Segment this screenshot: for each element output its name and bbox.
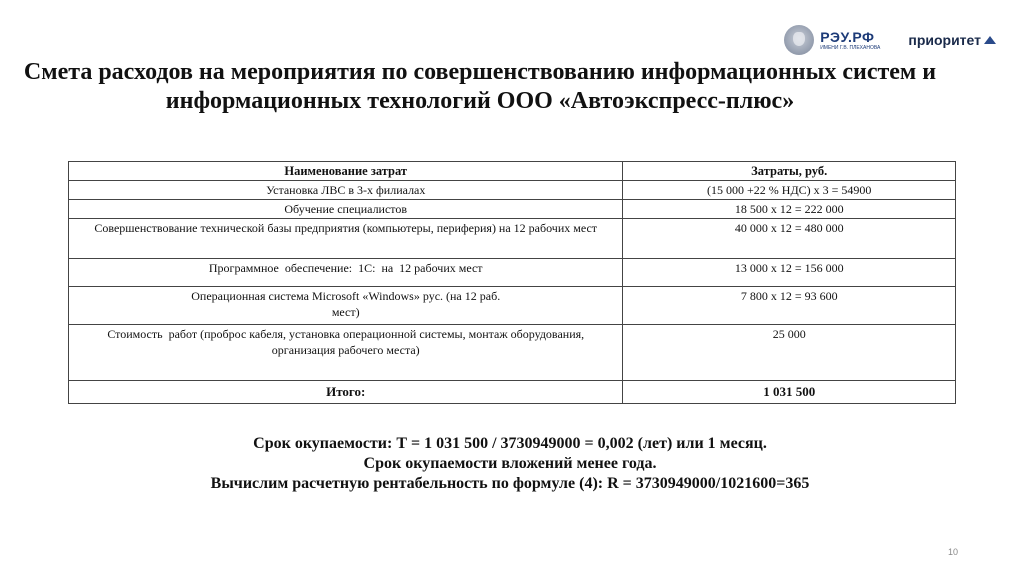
header-logos: [784, 22, 996, 58]
cost-value-cell: 25 000: [623, 325, 956, 381]
priority-logo-text: приоритет: [908, 32, 981, 48]
table-row: [69, 325, 956, 381]
rzu-logo: [784, 25, 880, 55]
rzu-logo-subtext: ИМЕНИ Г.В. ПЛЕХАНОВА: [820, 44, 881, 51]
total-value: 1 031 500: [623, 381, 956, 404]
cost-value-cell: (15 000 +22 % НДС) х 3 = 54900: [623, 181, 956, 200]
total-label: Итого:: [69, 381, 623, 404]
cost-value-cell: 18 500 х 12 = 222 000: [623, 200, 956, 219]
conclusion-text: [180, 434, 840, 494]
priority-logo: [908, 32, 996, 48]
table-row: [69, 200, 956, 219]
table-row: [69, 219, 956, 259]
emblem-icon: [784, 25, 814, 55]
cost-name-cell: Обучение специалистов: [69, 200, 623, 219]
rzu-logo-text: РЭУ.РФ: [820, 28, 875, 45]
cost-value-cell: 40 000 х 12 = 480 000: [623, 219, 956, 259]
table-header-row: [69, 162, 956, 181]
cost-value-cell: 13 000 х 12 = 156 000: [623, 259, 956, 287]
table-row: [69, 181, 956, 200]
page-number: 10: [948, 547, 959, 557]
payback-summary-line: Срок окупаемости вложений менее года.: [363, 455, 657, 472]
cost-name-cell: Программное обеспечение: 1С: на 12 рабочих мест: [69, 259, 623, 287]
cost-value-cell: 7 800 х 12 = 93 600: [623, 287, 956, 325]
header-cost-name: Наименование затрат: [69, 162, 623, 181]
table-row: [69, 287, 956, 325]
cost-name-cell: Установка ЛВС в 3-х филиалах: [69, 181, 623, 200]
payback-line: Срок окупаемости: Т = 1 031 500 / 3730949000 = 0,002 (лет) или 1 месяц.: [253, 435, 767, 452]
profitability-line: Вычислим расчетную рентабельность по формуле (4): R = 3730949000/1021600=365: [210, 475, 810, 492]
cost-name-cell: Стоимость работ (проброс кабеля, установка операционной системы, монтаж оборудования, организация рабочего места): [69, 325, 623, 381]
table-row: [69, 259, 956, 287]
cost-name-cell: Совершенствование технической базы предприятия (компьютеры, периферия) на 12 рабочих мест: [69, 219, 623, 259]
slide-title: Смета расходов на мероприятия по совершенствованию информационных систем и информационных технологий ООО «Автоэкспресс-плюс»: [23, 59, 937, 114]
cost-estimate-table: [68, 161, 956, 404]
cost-name-cell: Операционная система Microsoft «Windows» рус. (на 12 раб. мест): [69, 287, 623, 325]
priority-mark-icon: [984, 36, 996, 44]
header-cost-value: Затраты, руб.: [623, 162, 956, 181]
table-total-row: [69, 381, 956, 404]
